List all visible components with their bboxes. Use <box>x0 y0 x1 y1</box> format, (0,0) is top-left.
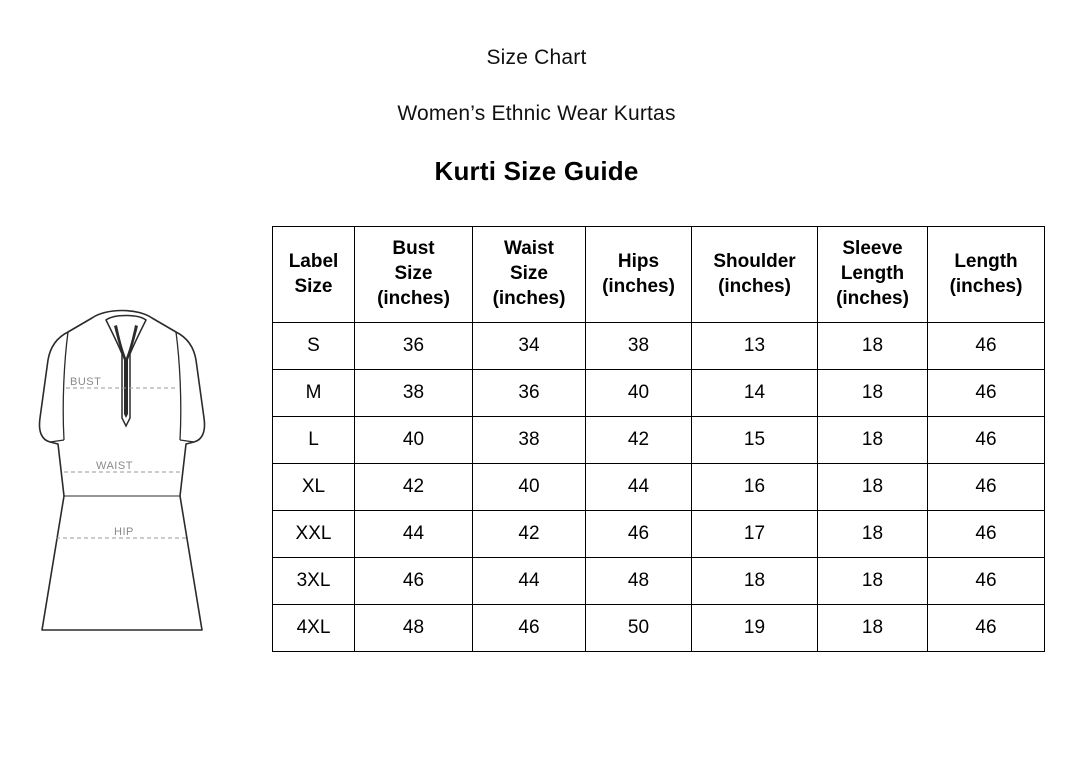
col-header-shoulder: Shoulder (inches) <box>692 227 818 323</box>
table-row <box>273 511 1045 558</box>
cell-label-size: L <box>273 417 355 464</box>
cell-waist: 40 <box>473 464 586 511</box>
table-row <box>273 370 1045 417</box>
page-subtitle-category: Women’s Ethnic Wear Kurtas <box>397 102 676 125</box>
size-table <box>272 226 1045 652</box>
cell-sleeve: 18 <box>818 605 928 652</box>
cell-waist: 34 <box>473 323 586 370</box>
cell-length: 46 <box>928 464 1045 511</box>
cell-length: 46 <box>928 417 1045 464</box>
waist-label: WAIST <box>96 460 133 472</box>
cell-bust: 38 <box>355 370 473 417</box>
cell-shoulder: 17 <box>692 511 818 558</box>
cell-hips: 46 <box>586 511 692 558</box>
cell-length: 46 <box>928 323 1045 370</box>
heading-block <box>0 46 1073 187</box>
hip-label: HIP <box>114 526 134 538</box>
cell-sleeve: 18 <box>818 464 928 511</box>
cell-sleeve: 18 <box>818 511 928 558</box>
bust-label: BUST <box>70 376 102 388</box>
cell-bust: 44 <box>355 511 473 558</box>
cell-shoulder: 13 <box>692 323 818 370</box>
cell-hips: 38 <box>586 323 692 370</box>
cell-hips: 42 <box>586 417 692 464</box>
page-title-kurti-size-guide: Kurti Size Guide <box>434 156 639 186</box>
cell-shoulder: 14 <box>692 370 818 417</box>
cell-label-size: XL <box>273 464 355 511</box>
cell-bust: 42 <box>355 464 473 511</box>
table-row <box>273 417 1045 464</box>
cell-hips: 50 <box>586 605 692 652</box>
cell-bust: 48 <box>355 605 473 652</box>
cell-label-size: XXL <box>273 511 355 558</box>
cell-waist: 36 <box>473 370 586 417</box>
cell-shoulder: 18 <box>692 558 818 605</box>
cell-label-size: S <box>273 323 355 370</box>
cell-bust: 36 <box>355 323 473 370</box>
cell-hips: 40 <box>586 370 692 417</box>
col-header-bust-size: Bust Size (inches) <box>355 227 473 323</box>
cell-sleeve: 18 <box>818 417 928 464</box>
col-header-hips: Hips (inches) <box>586 227 692 323</box>
table-body <box>273 323 1045 652</box>
cell-waist: 44 <box>473 558 586 605</box>
cell-shoulder: 15 <box>692 417 818 464</box>
cell-length: 46 <box>928 370 1045 417</box>
kurti-outline-illustration <box>26 300 246 660</box>
cell-waist: 46 <box>473 605 586 652</box>
cell-label-size: 4XL <box>273 605 355 652</box>
cell-sleeve: 18 <box>818 323 928 370</box>
size-table-container <box>272 226 1044 652</box>
cell-length: 46 <box>928 605 1045 652</box>
cell-bust: 40 <box>355 417 473 464</box>
table-row <box>273 605 1045 652</box>
col-header-label-size: Label Size <box>273 227 355 323</box>
cell-waist: 38 <box>473 417 586 464</box>
cell-label-size: M <box>273 370 355 417</box>
table-row <box>273 464 1045 511</box>
table-head <box>273 227 1045 323</box>
cell-hips: 44 <box>586 464 692 511</box>
table-row <box>273 323 1045 370</box>
table-row <box>273 558 1045 605</box>
cell-length: 46 <box>928 558 1045 605</box>
cell-shoulder: 19 <box>692 605 818 652</box>
cell-shoulder: 16 <box>692 464 818 511</box>
col-header-length: Length (inches) <box>928 227 1045 323</box>
table-header-row <box>273 227 1045 323</box>
col-header-waist-size: Waist Size (inches) <box>473 227 586 323</box>
page-title-size-chart: Size Chart <box>486 46 587 69</box>
col-header-sleeve-length: Sleeve Length (inches) <box>818 227 928 323</box>
cell-sleeve: 18 <box>818 558 928 605</box>
cell-hips: 48 <box>586 558 692 605</box>
cell-bust: 46 <box>355 558 473 605</box>
cell-length: 46 <box>928 511 1045 558</box>
cell-label-size: 3XL <box>273 558 355 605</box>
cell-sleeve: 18 <box>818 370 928 417</box>
cell-waist: 42 <box>473 511 586 558</box>
